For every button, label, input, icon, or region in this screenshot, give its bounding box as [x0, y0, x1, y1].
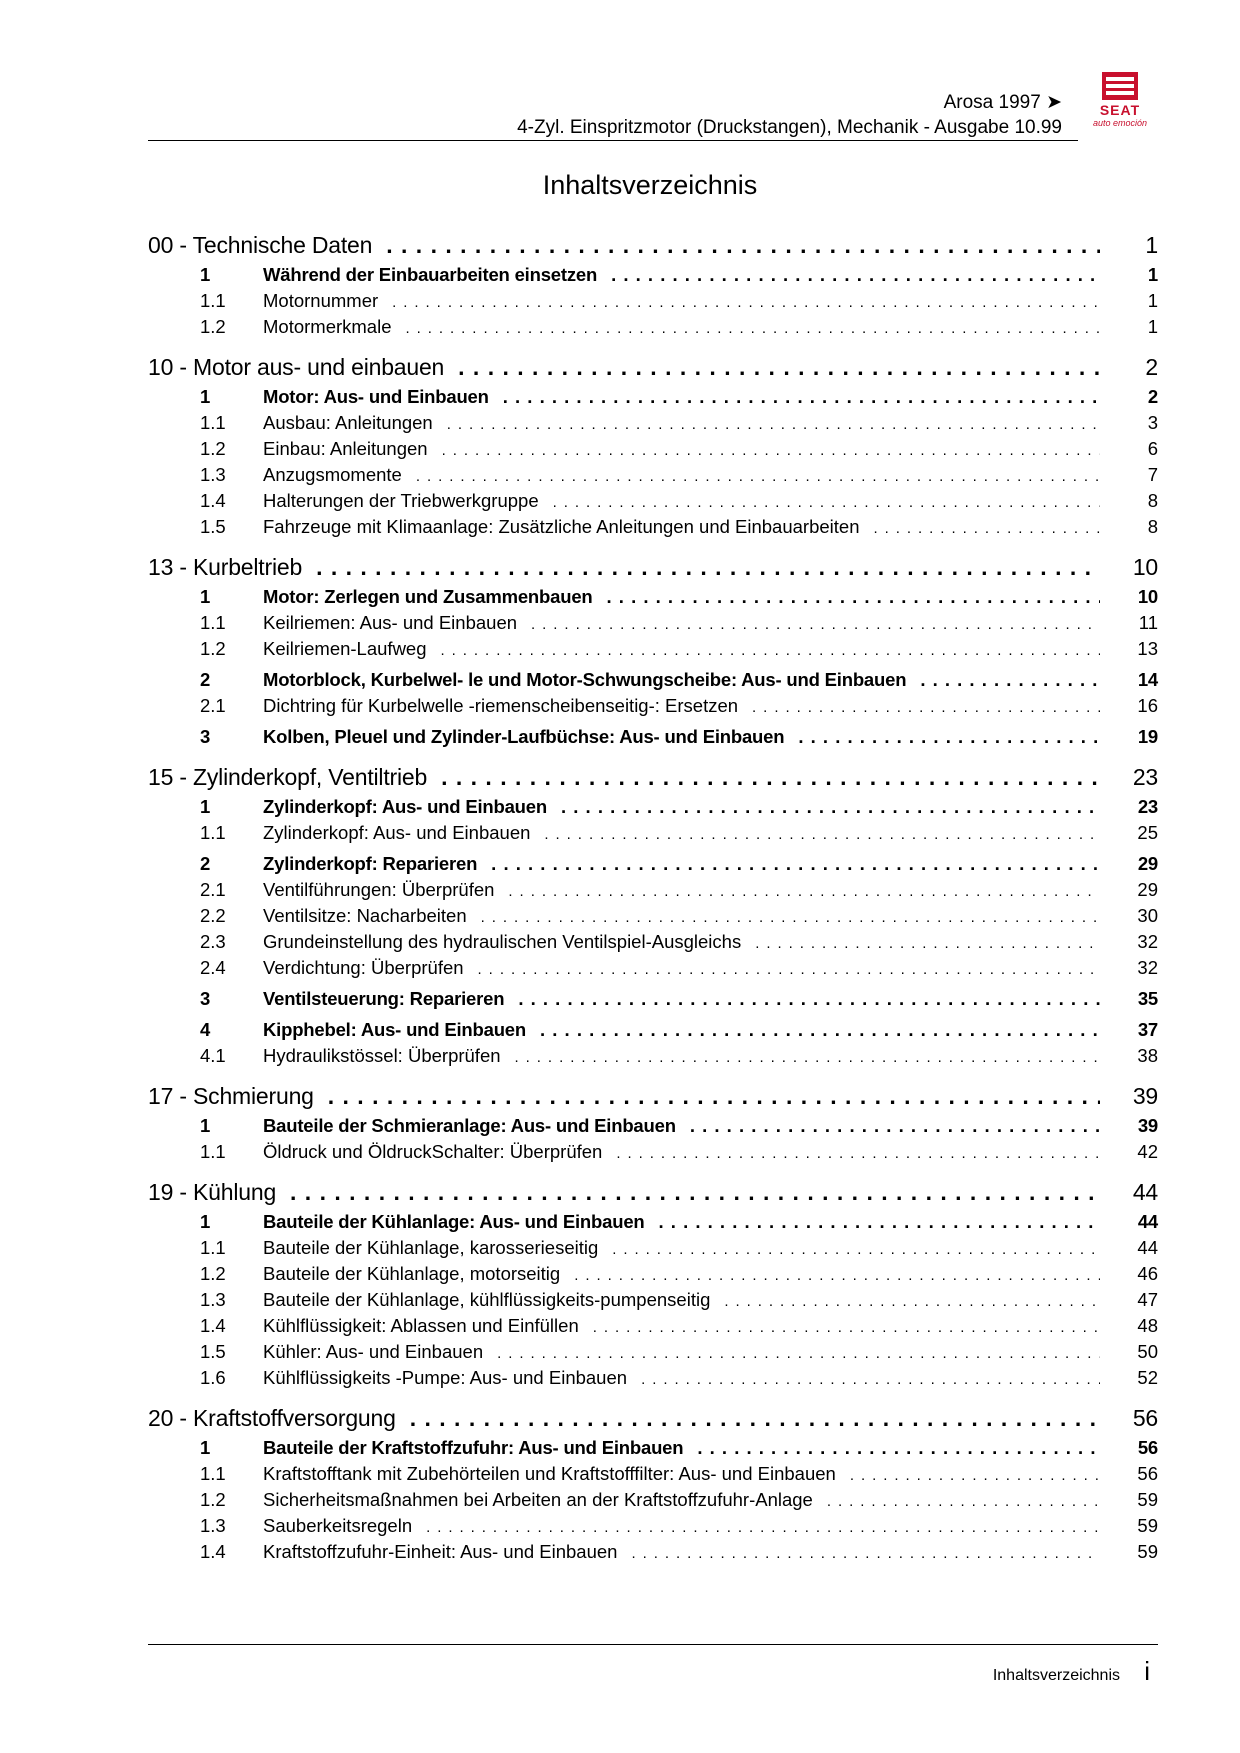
toc-section[interactable]	[148, 853, 1158, 879]
entry-text: Ventilsitze: Nacharbeiten	[263, 905, 467, 926]
entry-number: 1	[200, 1211, 211, 1232]
entry-page: 44	[1137, 1237, 1158, 1258]
dot-leader	[724, 1293, 1100, 1310]
toc-subsection[interactable]	[148, 438, 1158, 464]
toc-subsection[interactable]	[148, 957, 1158, 983]
entry-text: Bauteile der Kühlanlage, karosserieseitig	[263, 1237, 599, 1258]
entry-text: Grundeinstellung des hydraulischen Ventilspiel-Ausgleichs	[263, 931, 742, 952]
toc-section[interactable]	[148, 669, 1158, 695]
entry-label	[200, 412, 433, 434]
toc-section[interactable]	[148, 988, 1158, 1014]
toc-chapter[interactable]	[148, 764, 1158, 794]
entry-text: Kraftstofftank mit Zubehörteilen und Kraftstofffilter: Aus- und Einbauen	[263, 1463, 836, 1484]
toc-subsection[interactable]	[148, 1315, 1158, 1341]
toc-chapter[interactable]	[148, 1083, 1158, 1113]
entry-number: 1.1	[200, 1237, 226, 1258]
toc-section[interactable]	[148, 1437, 1158, 1463]
entry-page: 42	[1137, 1141, 1158, 1162]
entry-number: 1	[200, 264, 211, 285]
entry-page: 39	[1137, 1115, 1158, 1136]
entry-number: 1.4	[200, 490, 226, 511]
entry-number: 1	[200, 1115, 211, 1136]
toc-chapter[interactable]	[148, 1179, 1158, 1209]
entry-page: 1	[1147, 290, 1158, 311]
entry-number: 3	[200, 726, 211, 747]
entry-text: Bauteile der Kühlanlage: Aus- und Einbauen	[263, 1211, 645, 1232]
dot-leader	[593, 1319, 1100, 1336]
entry-text: Einbau: Anleitungen	[263, 438, 428, 459]
toc-section[interactable]	[148, 586, 1158, 612]
dot-leader	[441, 764, 1100, 791]
toc-subsection[interactable]	[148, 638, 1158, 664]
entry-label	[200, 1263, 560, 1285]
entry-page: 30	[1137, 905, 1158, 926]
logo-tagline: auto emoción	[1092, 118, 1148, 128]
entry-label	[200, 822, 530, 844]
entry-text: Motorblock, Kurbelwel- le und Motor-Schwungscheibe: Aus- und Einbauen	[263, 669, 907, 690]
entry-number: 1.3	[200, 464, 226, 485]
toc-section[interactable]	[148, 1019, 1158, 1045]
entry-number: 2.2	[200, 905, 226, 926]
entry-label	[200, 879, 494, 901]
entry-label	[200, 464, 402, 486]
entry-page: 29	[1137, 853, 1158, 874]
entry-text: Motormerkmale	[263, 316, 392, 337]
dot-leader	[827, 1493, 1100, 1510]
entry-number: 1.4	[200, 1315, 226, 1336]
entry-text: Ausbau: Anleitungen	[263, 412, 433, 433]
entry-label	[200, 516, 860, 538]
toc-chapter[interactable]	[148, 1405, 1158, 1435]
entry-text: Fahrzeuge mit Klimaanlage: Zusätzliche Anleitungen und Einbauarbeiten	[263, 516, 860, 537]
entry-text: Anzugsmomente	[263, 464, 402, 485]
dot-leader	[531, 616, 1100, 633]
entry-label	[200, 1315, 579, 1337]
dot-leader	[441, 642, 1100, 659]
entry-text: Bauteile der Kühlanlage, motorseitig	[263, 1263, 561, 1284]
dot-leader	[481, 909, 1100, 926]
dot-leader	[515, 1049, 1100, 1066]
toc-section[interactable]	[148, 1211, 1158, 1237]
dot-leader	[316, 554, 1100, 581]
logo-brand: SEAT	[1099, 102, 1141, 118]
entry-page: 59	[1137, 1489, 1158, 1510]
entry-text: Kolben, Pleuel und Zylinder-Laufbüchse: Aus- und Einbauen	[263, 726, 785, 747]
entry-page: 7	[1147, 464, 1158, 485]
toc-section[interactable]	[148, 264, 1158, 290]
dot-leader	[491, 853, 1100, 875]
entry-label	[200, 290, 378, 312]
entry-number: 3	[200, 988, 211, 1009]
toc-subsection[interactable]	[148, 1515, 1158, 1541]
entry-text: Sauberkeitsregeln	[263, 1515, 413, 1536]
entry-number: 1.2	[200, 1263, 226, 1284]
dot-leader	[659, 1211, 1100, 1233]
entry-text: Halterungen der Triebwerkgruppe	[263, 490, 539, 511]
entry-text: Keilriemen-Laufweg	[263, 638, 427, 659]
entry-page: 14	[1137, 669, 1158, 690]
chapter-page: 10	[1132, 554, 1158, 580]
entry-page: 59	[1137, 1515, 1158, 1536]
entry-text: Hydraulikstössel: Überprüfen	[263, 1045, 501, 1066]
toc-section[interactable]	[148, 796, 1158, 822]
entry-text: Motor: Zerlegen und Zusammenbauen	[263, 586, 593, 607]
dot-leader	[503, 386, 1100, 408]
chapter-title: 10 - Motor aus- und einbauen	[148, 354, 445, 380]
entry-label	[200, 264, 597, 286]
dot-leader	[631, 1545, 1100, 1562]
entry-text: Kipphebel: Aus- und Einbauen	[263, 1019, 526, 1040]
entry-page: 48	[1137, 1315, 1158, 1336]
entry-page: 35	[1137, 988, 1158, 1009]
entry-page: 47	[1137, 1289, 1158, 1310]
toc-subsection[interactable]	[148, 695, 1158, 721]
entry-number: 1.3	[200, 1289, 226, 1310]
entry-label	[200, 490, 539, 512]
header-subtitle: 4-Zyl. Einspritzmotor (Druckstangen), Mechanik - Ausgabe 10.99	[517, 117, 1062, 138]
dot-leader	[478, 961, 1100, 978]
entry-number: 1.1	[200, 612, 226, 633]
toc-subsection[interactable]	[148, 316, 1158, 342]
entry-number: 1.2	[200, 1489, 226, 1510]
entry-text: Dichtring für Kurbelwelle -riemenscheibenseitig-: Ersetzen	[263, 695, 739, 716]
entry-label	[200, 1489, 813, 1511]
dot-leader	[540, 1019, 1100, 1041]
chapter-title: 13 - Kurbeltrieb	[148, 554, 303, 580]
dot-leader	[497, 1345, 1100, 1362]
entry-number: 2.4	[200, 957, 226, 978]
entry-number: 1.3	[200, 1515, 226, 1536]
entry-page: 50	[1137, 1341, 1158, 1362]
entry-text: Bauteile der Kühlanlage, kühlflüssigkeits-pumpenseitig	[263, 1289, 711, 1310]
toc-subsection[interactable]	[148, 1541, 1158, 1567]
entry-text: Ventilsteuerung: Reparieren	[263, 988, 505, 1009]
entry-text: Kraftstoffzufuhr-Einheit: Aus- und Einbauen	[263, 1541, 618, 1562]
dot-leader	[850, 1467, 1100, 1484]
entry-text: Ventilführungen: Überprüfen	[263, 879, 495, 900]
entry-label	[200, 1289, 710, 1311]
toc-subsection[interactable]	[148, 1263, 1158, 1289]
entry-number: 2.1	[200, 879, 226, 900]
toc-subsection[interactable]	[148, 1489, 1158, 1515]
chapter-title: 19 - Kühlung	[148, 1179, 277, 1205]
dot-leader	[458, 354, 1100, 381]
entry-number: 2	[200, 669, 211, 690]
entry-label	[200, 1045, 501, 1067]
header-model-text: Arosa 1997	[943, 92, 1041, 113]
dot-leader	[392, 294, 1100, 311]
footer-label: Inhaltsverzeichnis	[992, 1667, 1120, 1684]
toc-subsection[interactable]	[148, 1463, 1158, 1489]
entry-page: 8	[1147, 516, 1158, 537]
toc-subsection[interactable]	[148, 612, 1158, 638]
entry-text: Bauteile der Kraftstoffzufuhr: Aus- und Einbauen	[263, 1437, 684, 1458]
chapter-title: 00 - Technische Daten	[148, 232, 373, 258]
entry-label	[200, 638, 427, 660]
entry-number: 1.2	[200, 638, 226, 659]
seat-logo-icon	[1080, 70, 1160, 130]
entry-page: 13	[1137, 638, 1158, 659]
toc-subsection[interactable]	[148, 464, 1158, 490]
entry-number: 1.2	[200, 438, 226, 459]
entry-page: 3	[1147, 412, 1158, 433]
logo-stripe	[1106, 84, 1134, 88]
logo-stripe	[1106, 91, 1134, 95]
entry-page: 1	[1147, 264, 1158, 285]
entry-page: 59	[1137, 1541, 1158, 1562]
logo-stripe	[1106, 77, 1134, 81]
entry-number: 2.1	[200, 695, 226, 716]
entry-number: 4	[200, 1019, 211, 1040]
chapter-page: 56	[1132, 1405, 1158, 1431]
entry-label	[200, 796, 547, 818]
entry-number: 1.1	[200, 290, 226, 311]
dot-leader	[920, 669, 1100, 691]
dot-leader	[574, 1267, 1100, 1284]
dot-leader	[641, 1371, 1100, 1388]
entry-label	[200, 386, 489, 408]
entry-label	[200, 905, 467, 927]
entry-label	[200, 931, 741, 953]
entry-label	[200, 669, 906, 691]
entry-page: 29	[1137, 879, 1158, 900]
entry-text: Kühler: Aus- und Einbauen	[263, 1341, 484, 1362]
entry-text: Kühlflüssigkeits -Pumpe: Aus- und Einbauen	[263, 1367, 628, 1388]
toc-subsection[interactable]	[148, 1341, 1158, 1367]
entry-page: 1	[1147, 316, 1158, 337]
entry-label	[200, 1463, 836, 1485]
dot-leader	[386, 232, 1100, 259]
dot-leader	[553, 494, 1100, 511]
entry-label	[200, 586, 593, 608]
toc-subsection[interactable]	[148, 1289, 1158, 1315]
toc-subsection[interactable]	[148, 516, 1158, 542]
dot-leader	[612, 1241, 1100, 1258]
entry-text: Zylinderkopf: Aus- und Einbauen	[263, 822, 531, 843]
footer-page-number: i	[1144, 1656, 1150, 1686]
toc-subsection[interactable]	[148, 490, 1158, 516]
entry-text: Zylinderkopf: Reparieren	[263, 853, 478, 874]
chapter-page: 2	[1145, 354, 1158, 380]
toc-subsection[interactable]	[148, 412, 1158, 438]
header-rule	[148, 140, 1078, 141]
entry-text: Öldruck und ÖldruckSchalter: Überprüfen	[263, 1141, 603, 1162]
dot-leader	[508, 883, 1100, 900]
entry-label	[200, 1019, 526, 1041]
entry-label	[200, 612, 517, 634]
entry-page: 25	[1137, 822, 1158, 843]
entry-number: 2	[200, 853, 211, 874]
toc-subsection[interactable]	[148, 879, 1158, 905]
entry-page: 10	[1137, 586, 1158, 607]
entry-number: 1.6	[200, 1367, 226, 1388]
dot-leader	[616, 1145, 1100, 1162]
entry-number: 1	[200, 1437, 211, 1458]
toc-subsection[interactable]	[148, 822, 1158, 848]
dot-leader	[874, 520, 1101, 537]
entry-number: 1.1	[200, 1141, 226, 1162]
entry-number: 1.1	[200, 412, 226, 433]
chapter-page: 23	[1132, 764, 1158, 790]
entry-page: 46	[1137, 1263, 1158, 1284]
entry-page: 6	[1147, 438, 1158, 459]
entry-text: Motornummer	[263, 290, 379, 311]
dot-leader	[544, 826, 1100, 843]
entry-label	[200, 1515, 412, 1537]
entry-label	[200, 438, 428, 460]
entry-number: 2.3	[200, 931, 226, 952]
entry-page: 56	[1137, 1437, 1158, 1458]
entry-page: 56	[1137, 1463, 1158, 1484]
dot-leader	[416, 468, 1100, 485]
chapter-title: 20 - Kraftstoffversorgung	[148, 1405, 396, 1431]
dot-leader	[328, 1083, 1100, 1110]
chapter-title: 15 - Zylinderkopf, Ventiltrieb	[148, 764, 428, 790]
chapter-page: 1	[1145, 232, 1158, 258]
dot-leader	[755, 935, 1100, 952]
entry-label	[200, 726, 784, 748]
entry-number: 4.1	[200, 1045, 226, 1066]
entry-page: 2	[1147, 386, 1158, 407]
entry-label	[200, 988, 504, 1010]
entry-number: 1.5	[200, 516, 226, 537]
dot-leader	[518, 988, 1100, 1010]
entry-label	[200, 1541, 617, 1563]
entry-label	[200, 957, 464, 979]
dot-leader	[447, 416, 1100, 433]
chapter-page: 39	[1132, 1083, 1158, 1109]
chapter-page: 44	[1132, 1179, 1158, 1205]
entry-number: 1.1	[200, 822, 226, 843]
entry-number: 1	[200, 586, 211, 607]
entry-label	[200, 853, 477, 875]
toc-subsection[interactable]	[148, 905, 1158, 931]
entry-number: 1	[200, 796, 211, 817]
entry-page: 38	[1137, 1045, 1158, 1066]
entry-page: 37	[1137, 1019, 1158, 1040]
toc-subsection[interactable]	[148, 290, 1158, 316]
entry-label	[200, 1115, 676, 1137]
page-title: Inhaltsverzeichnis	[542, 170, 758, 200]
dot-leader	[697, 1437, 1100, 1459]
toc-chapter[interactable]	[148, 554, 1158, 584]
toc-section[interactable]	[148, 386, 1158, 412]
entry-label	[200, 1237, 598, 1259]
entry-number: 1.1	[200, 1463, 226, 1484]
entry-number: 1.4	[200, 1541, 226, 1562]
toc-subsection[interactable]	[148, 1045, 1158, 1071]
entry-text: Motor: Aus- und Einbauen	[263, 386, 489, 407]
toc-section[interactable]	[148, 1115, 1158, 1141]
entry-page: 32	[1137, 931, 1158, 952]
dot-leader	[752, 699, 1100, 716]
entry-page: 11	[1138, 612, 1158, 633]
dot-leader	[607, 586, 1100, 608]
toc-chapter[interactable]	[148, 354, 1158, 384]
toc-subsection[interactable]	[148, 1367, 1158, 1393]
entry-label	[200, 316, 392, 338]
entry-page: 8	[1147, 490, 1158, 511]
header-model	[944, 91, 1062, 114]
entry-text: Bauteile der Schmieranlage: Aus- und Einbauen	[263, 1115, 676, 1136]
entry-page: 32	[1137, 957, 1158, 978]
dot-leader	[798, 726, 1100, 748]
dot-leader	[442, 442, 1100, 459]
toc-subsection[interactable]	[148, 1237, 1158, 1263]
entry-number: 1.5	[200, 1341, 226, 1362]
entry-page: 23	[1137, 796, 1158, 817]
dot-leader	[426, 1519, 1100, 1536]
entry-page: 19	[1137, 726, 1158, 747]
entry-page: 44	[1137, 1211, 1158, 1232]
entry-text: Kühlflüssigkeit: Ablassen und Einfüllen	[263, 1315, 579, 1336]
entry-label	[200, 1141, 602, 1163]
toc-section[interactable]	[148, 726, 1158, 752]
toc-subsection[interactable]	[148, 931, 1158, 957]
entry-label	[200, 1211, 645, 1233]
entry-page: 16	[1137, 695, 1158, 716]
entry-label	[200, 1437, 683, 1459]
dot-leader	[406, 320, 1101, 337]
entry-label	[200, 1367, 627, 1389]
footer-rule	[148, 1644, 1158, 1645]
toc-chapter[interactable]	[148, 232, 1158, 262]
entry-text: Verdichtung: Überprüfen	[263, 957, 464, 978]
dot-leader	[690, 1115, 1100, 1137]
dot-leader	[290, 1179, 1100, 1206]
entry-number: 1	[200, 386, 211, 407]
arrow-icon: ➤	[1046, 92, 1062, 113]
entry-number: 1.2	[200, 316, 226, 337]
table-of-contents	[148, 232, 1158, 1567]
entry-label	[200, 1341, 483, 1363]
entry-text: Während der Einbauarbeiten einsetzen	[263, 264, 598, 285]
dot-leader	[410, 1405, 1100, 1432]
entry-page: 52	[1137, 1367, 1158, 1388]
dot-leader	[611, 264, 1100, 286]
toc-subsection[interactable]	[148, 1141, 1158, 1167]
entry-text: Keilriemen: Aus- und Einbauen	[263, 612, 518, 633]
entry-label	[200, 695, 738, 717]
chapter-title: 17 - Schmierung	[148, 1083, 314, 1109]
entry-text: Sicherheitsmaßnahmen bei Arbeiten an der Kraftstoffzufuhr-Anlage	[263, 1489, 813, 1510]
entry-text: Zylinderkopf: Aus- und Einbauen	[263, 796, 547, 817]
seat-logo	[1080, 70, 1160, 130]
dot-leader	[561, 796, 1100, 818]
